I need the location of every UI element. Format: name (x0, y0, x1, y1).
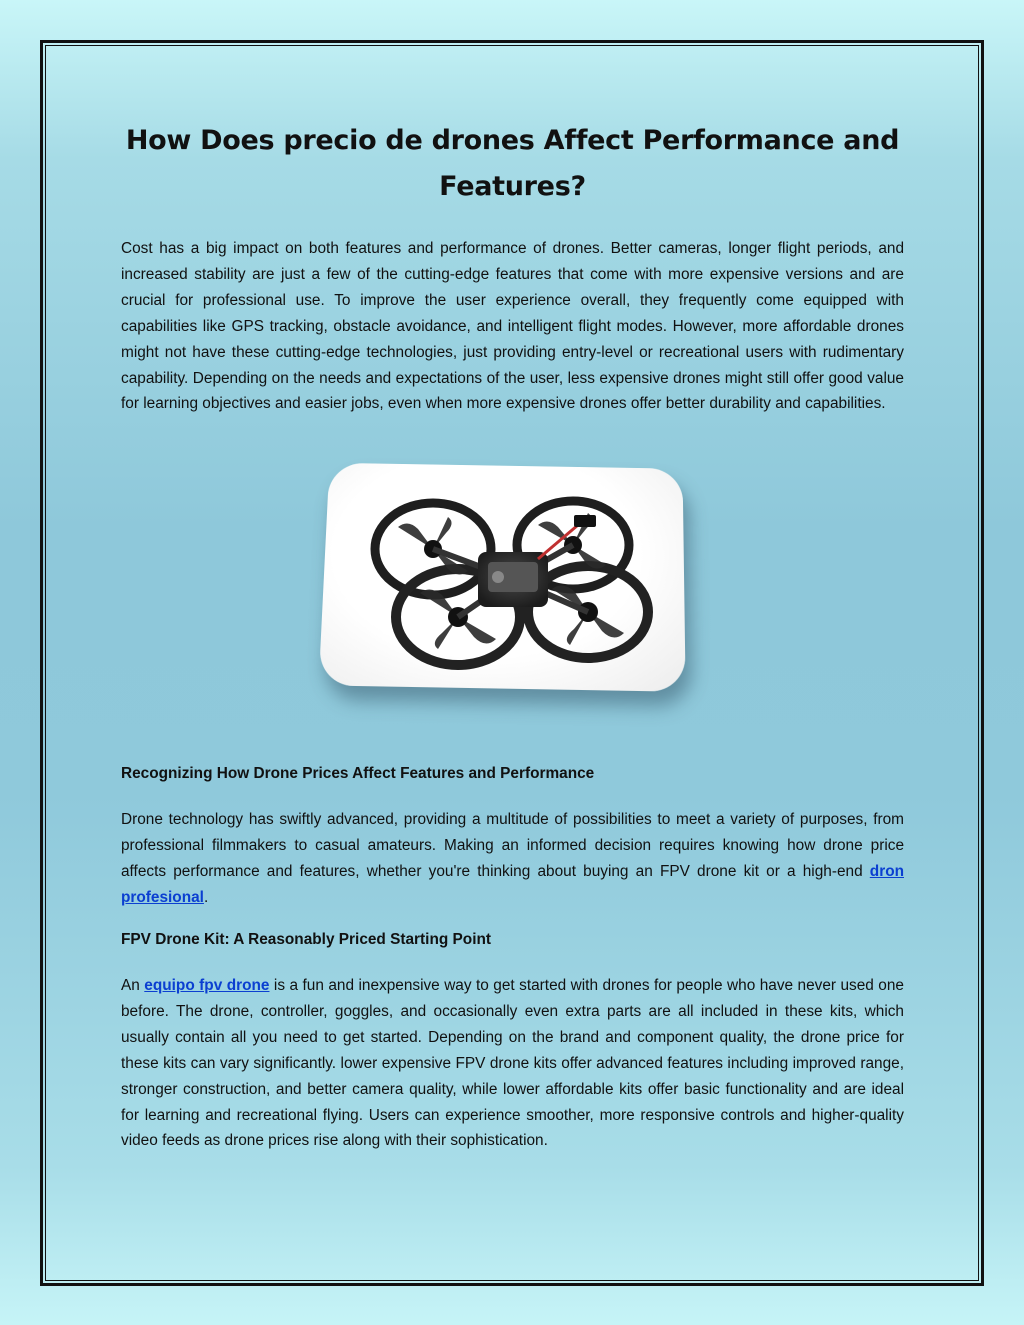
page-title: How Does precio de drones Affect Performance and Features? (125, 125, 900, 202)
equipo-fpv-drone-link[interactable]: equipo fpv drone (144, 976, 270, 994)
section-heading-fpv-kit: FPV Drone Kit: A Reasonably Priced Starting Point (121, 930, 491, 948)
fpv-drone-photo-icon (338, 467, 678, 687)
section-paragraph-prices (121, 807, 904, 911)
paragraph-text: is a fun and inexpensive way to get started with drones for people who have never used one before. The drone, controller, goggles, and occasionally even extra parts are all included in these kits, which usually contain all you need to get started. Depending on the brand and component quality, the drone price for these kits can vary significantly. lower expensive FPV drone kits offer advanced features including improved range, stronger construction, and better camera quality, while lower affordable kits offer basic functionality and are ideal for learning and recreational flying. Users can experience smoother, more responsive controls and higher-quality video feeds as drone prices rise along with their sophistication. (121, 976, 904, 1150)
dron-profesional-link[interactable]: dron profesional (121, 863, 904, 907)
paragraph-text: Drone technology has swiftly advanced, providing a multitude of possibilities to meet a variety of purposes, from professional filmmakers to casual amateurs. Making an informed decision requires knowing how drone price affects performance and features, whether you're thinking about buying an FPV drone kit or a high-end (121, 811, 904, 881)
paragraph-text: . (203, 889, 209, 907)
document-body (121, 118, 904, 1154)
intro-paragraph: Cost has a big impact on both features and performance of drones. Better cameras, longer flight periods, and increased stability are just a few of the cutting-edge features that come with more expensive versions and are crucial for professional use. To improve the user experience overall, they frequently come equipped with capabilities like GPS tracking, obstacle avoidance, and intelligent flight modes. However, more affordable drones might not have these cutting-edge technologies, just providing entry-level or recreational users with rudimentary capability. Depending on the needs and expectations of the user, less expensive drones might still offer good value for learning objectives and easier jobs, even when more expensive drones offer better durability and capabilities. (121, 240, 904, 413)
section-paragraph-fpv-kit (121, 973, 904, 1154)
section-heading-prices: Recognizing How Drone Prices Affect Features and Performance (121, 765, 595, 783)
paragraph-text: An (121, 976, 145, 994)
drone-image (318, 459, 698, 719)
